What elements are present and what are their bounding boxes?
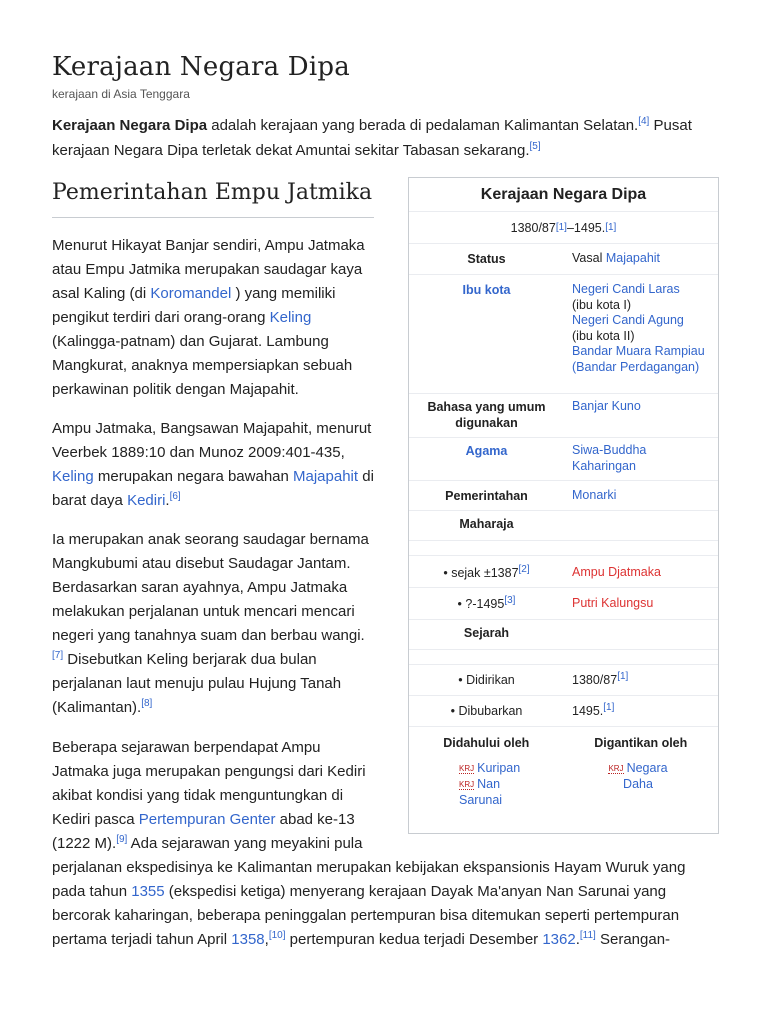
para-text: Ampu Jatmaka, Bangsawan Majapahit, menurut Veerbek 1889:10 dan Munoz 2009:401-435, (52, 420, 372, 461)
infobox-row-religion (409, 438, 718, 481)
para-text: ) yang memiliki pengikut terdiri dari orang-orang (52, 285, 336, 326)
infobox-title: Kerajaan Negara Dipa (409, 178, 718, 212)
capital-note: (ibu kota I) (572, 297, 632, 312)
paragraph-4-continued (52, 856, 712, 952)
succeeded-by (564, 735, 719, 833)
infobox-row-ruler-1 (409, 556, 718, 588)
infobox-row-dissolved (409, 696, 718, 727)
infobox-row-capital (409, 275, 718, 394)
citation-link[interactable]: [10] (268, 930, 286, 941)
para-text: (Kalingga-patnam) dan Gujarat. Lambung Mangkurat, anaknya mempersiapkan sebuah perkawinan politik dengan Majapahit. (52, 333, 353, 398)
status-prefix: Vasal (572, 251, 606, 265)
flag-icon: KRJ (459, 764, 475, 773)
years-start: 1380/87 (510, 220, 556, 235)
infobox-row-ruler-2 (409, 588, 718, 620)
intro-text: adalah kerajaan yang berada di pedalaman Kalimantan Selatan. (207, 117, 639, 134)
succeeded-label: Digantikan oleh (594, 736, 688, 750)
infobox-row-government (409, 481, 718, 511)
para-text: Menurut Hikayat Banjar sendiri, Ampu Jatmaka atau Empu Jatmika merupakan saudagar kaya asal Kaling (di (52, 237, 365, 302)
link-putri-kalungsu[interactable]: Putri Kalungsu (572, 596, 654, 610)
citation-link[interactable]: [4] (638, 116, 650, 127)
citation-link[interactable]: [6] (169, 491, 181, 502)
citation-link[interactable]: [9] (116, 834, 128, 845)
link-keling[interactable]: Keling (269, 309, 312, 326)
status-label: Status (467, 252, 506, 266)
para-text: Beberapa sejarawan berpendapat Ampu Jatmaka juga merupakan pengungsi dari Kediri akibat kondisi yang tidak menguntungkan di Kediri pasca (52, 739, 366, 828)
dissolved-label: • Dibubarkan (450, 704, 523, 718)
link-ampu-djatmaka[interactable]: Ampu Djatmaka (572, 565, 661, 579)
citation-link[interactable]: [11] (579, 930, 596, 941)
para-text: merupakan negara bawahan (93, 468, 294, 485)
link-ibu-kota[interactable]: Ibu kota (462, 283, 511, 297)
infobox-row-founded (409, 665, 718, 696)
para-text: Serangan- (595, 931, 671, 948)
flag-icon: KRJ (459, 780, 475, 789)
status-value (564, 244, 718, 274)
ruler-1-label: • sejak ±1387[2] (443, 563, 530, 580)
page-subtitle: kerajaan di Asia Tenggara (52, 87, 190, 101)
dissolved-value: 1495.[1] (572, 701, 615, 718)
paragraph-1 (52, 234, 374, 402)
infobox-history-header-row (409, 620, 718, 650)
language-value (564, 394, 718, 437)
citation-link[interactable]: [5] (529, 141, 541, 152)
history-header: Sejarah (463, 626, 510, 640)
link-candi-laras[interactable]: Negeri Candi Laras (572, 282, 680, 296)
link-agama[interactable]: Agama (465, 444, 508, 458)
citation-link[interactable]: [3] (504, 594, 516, 606)
link-majapahit[interactable]: Majapahit (293, 468, 359, 485)
intro-paragraph (52, 113, 712, 163)
government-value (564, 481, 718, 510)
para-text: , (264, 931, 269, 948)
para-text: di barat daya (52, 468, 374, 509)
citation-link[interactable]: [8] (141, 698, 153, 709)
para-text: Ia merupakan anak seorang saudagar bernama Mangkubumi atau disebut Saudagar Jantam. Berdasarkan saran ayahnya, Ampu Jatmaka melakukan perjalanan untuk mencari mencari negeri yang tanahnya suam dan berbau wangi. (52, 531, 369, 644)
link-majapahit[interactable]: Majapahit (605, 251, 661, 265)
years-end: –1495. (566, 220, 606, 235)
para-text: pertempuran kedua terjadi Desember (285, 931, 543, 948)
infobox-succession (409, 727, 718, 833)
link-kediri[interactable]: Kediri (127, 492, 166, 509)
link-candi-agung[interactable]: Negeri Candi Agung (572, 313, 684, 327)
founded-value: 1380/87[1] (572, 670, 629, 687)
link-banjar-kuno[interactable]: Banjar Kuno (572, 399, 641, 413)
para-text: abad ke-13 (1222 M). (52, 811, 355, 852)
infobox-spacer (409, 650, 718, 665)
link-1358[interactable]: 1358 (231, 931, 265, 948)
capital-note: (ibu kota II) (572, 328, 635, 343)
para-text: Ada sejarawan yang meyakini pula (127, 835, 363, 852)
citation-link[interactable]: [1] (603, 701, 615, 713)
preceded-label: Didahului oleh (443, 736, 530, 750)
flag-icon: KRJ (608, 764, 624, 773)
capital-value (564, 275, 718, 393)
link-nan-sarunai[interactable]: Nan Sarunai (459, 777, 503, 807)
paragraph-4 (52, 736, 374, 856)
infobox-years: 1380/87 [1] –1495. [1] (409, 212, 718, 244)
citation-link[interactable]: [7] (52, 650, 64, 661)
link-bandar-muara-rampiau[interactable]: Bandar Muara Rampiau (Bandar Perdagangan) (572, 344, 705, 374)
link-keling[interactable]: Keling (52, 468, 94, 485)
ruler-2-label: • ?-1495[3] (457, 594, 516, 611)
para-text: . (165, 492, 170, 509)
link-monarki[interactable]: Monarki (572, 488, 617, 502)
para-text: perjalanan ekspedisinya ke Kalimantan merupakan kebijakan ekspansionis Hayam Wuruk yang pada tahun (52, 859, 686, 900)
intro-text: Pusat kerajaan Negara Dipa terletak dekat Amuntai sekitar Tabasan sekarang. (52, 117, 692, 159)
page-title: Kerajaan Negara Dipa (52, 52, 350, 82)
infobox-ruler-header-row (409, 511, 718, 541)
founded-label: • Didirikan (458, 673, 515, 687)
link-1355[interactable]: 1355 (131, 883, 165, 900)
intro-bold-term: Kerajaan Negara Dipa (52, 117, 208, 134)
infobox-row-status (409, 244, 718, 275)
infobox (408, 177, 719, 834)
infobox-row-language (409, 394, 718, 438)
section-heading: Pemerintahan Empu Jatmika (52, 180, 374, 218)
religion-value (564, 438, 674, 480)
para-text: Disebutkan Keling berjarak dua bulan perjalanan laut menuju pulau Hujung Tanah (Kalimantan). (52, 651, 342, 716)
language-label: Bahasa yang umum digunakan (427, 400, 546, 430)
citation-link[interactable]: [1] (617, 670, 629, 682)
government-label: Pemerintahan (445, 489, 528, 503)
para-text: . (575, 931, 580, 948)
infobox-spacer (409, 541, 718, 556)
link-negara-daha[interactable]: Negara Daha (623, 761, 668, 791)
paragraph-3 (52, 528, 374, 720)
ruler-header: Maharaja (459, 517, 514, 531)
link-kuripan[interactable]: Kuripan (477, 761, 521, 775)
link-koromandel[interactable]: Koromandel (150, 285, 232, 302)
citation-link[interactable]: [2] (518, 563, 530, 575)
link-pertempuran-genter[interactable]: Pertempuran Genter (138, 811, 276, 828)
paragraph-2 (52, 417, 374, 513)
link-siwa-buddha[interactable]: Siwa-Buddha Kaharingan (572, 443, 647, 473)
preceded-by (409, 735, 564, 833)
link-1362[interactable]: 1362 (542, 931, 576, 948)
para-text: (ekspedisi ketiga) menyerang kerajaan Dayak Ma'anyan Nan Sarunai yang bercorak kaharingan, beberapa peninggalan pertempuran bisa ditemukan seperti pertempuran pertama terjadi tahun April (52, 883, 680, 948)
